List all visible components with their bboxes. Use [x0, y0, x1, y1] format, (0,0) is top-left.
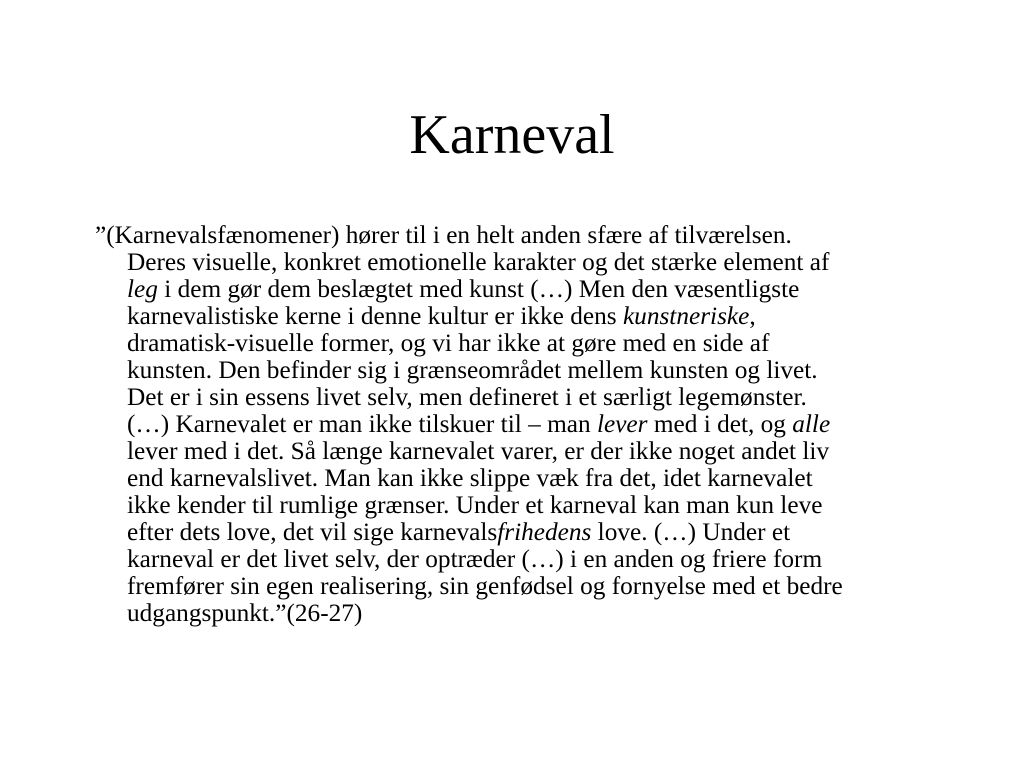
quote-text-segment: karneval er det livet selv, der optræder (…) i en anden og friere form	[127, 545, 823, 573]
quote-text-segment: ikke kender til rumlige grænser. Under et karneval kan man kun leve	[127, 491, 823, 519]
quote-text-segment: karnevalistiske kerne i denne kultur er ikke dens	[127, 302, 623, 330]
quote-text-segment: i dem gør dem beslægtet med kunst (…) Men den væsentligste	[157, 275, 800, 303]
emphasized-word: leg	[127, 275, 158, 303]
emphasized-word: alle	[792, 410, 831, 438]
quote-text	[95, 221, 937, 627]
emphasized-word: frihedens	[497, 518, 592, 546]
quote-line	[127, 492, 937, 519]
quote-line	[127, 330, 937, 357]
quote-text-segment: ,	[749, 302, 756, 330]
emphasized-word: kunstneriske	[622, 302, 750, 330]
quote-text-segment: Det er i sin essens livet selv, men defineret i et særligt legemønster.	[127, 383, 807, 411]
quote-line	[127, 465, 937, 492]
quote-line	[127, 438, 937, 465]
quote-text-segment: efter dets love, det vil sige karnevals	[127, 518, 498, 546]
quote-line	[95, 222, 937, 249]
quote-text-segment: med i det, og	[647, 410, 793, 438]
quote-text-segment: ”(Karnevalsfænomener) hører til i en helt anden sfære af tilværelsen.	[95, 221, 792, 249]
quote-text-segment: udgangspunkt.”(26-27)	[127, 599, 363, 627]
quote-text-segment: Deres visuelle, konkret emotionelle karakter og det stærke element af	[127, 248, 830, 276]
quote-text-segment: kunsten. Den befinder sig i grænseområdet mellem kunsten og livet.	[127, 356, 818, 384]
quote-line	[127, 546, 937, 573]
quote-line	[127, 357, 937, 384]
quote-line	[127, 600, 937, 627]
quote-line	[127, 303, 937, 330]
quote-text-segment: fremfører sin egen realisering, sin genfødsel og fornyelse med et bedre	[127, 572, 843, 600]
quote-line	[127, 276, 937, 303]
quote-text-segment: (…) Karnevalet er man ikke tilskuer til – man	[127, 410, 597, 438]
quote-line	[127, 249, 937, 276]
quote-text-segment: end karnevalslivet. Man kan ikke slippe væk fra det, idet karnevalet	[127, 464, 813, 492]
slide-title: Karneval	[409, 104, 615, 166]
quote-text-segment: dramatisk-visuelle former, og vi har ikke at gøre med en side af	[127, 329, 770, 357]
quote-text-segment: love. (…) Under et	[591, 518, 791, 546]
quote-line	[127, 411, 937, 438]
quote-line	[127, 519, 937, 546]
emphasized-word: lever	[596, 410, 648, 438]
quote-line	[127, 384, 937, 411]
quote-line	[127, 573, 937, 600]
quote-text-segment: lever med i det. Så længe karnevalet varer, er der ikke noget andet liv	[127, 437, 830, 465]
